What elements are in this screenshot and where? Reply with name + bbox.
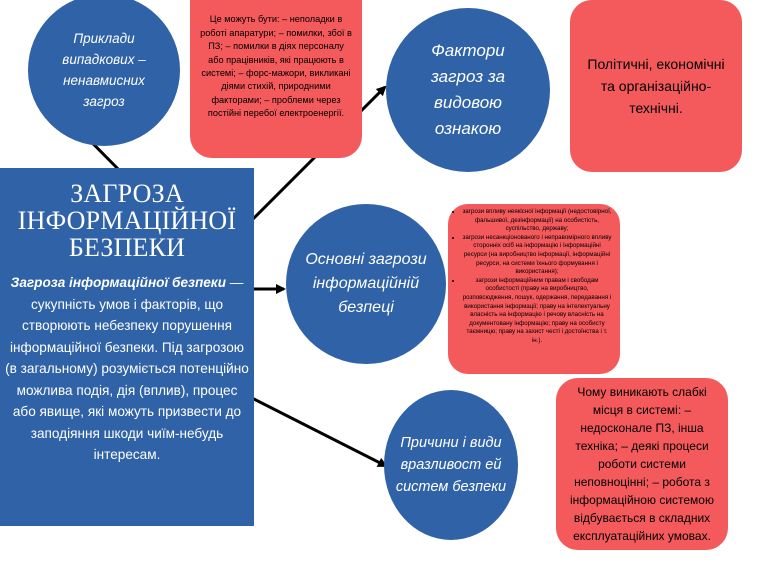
definition-term: Загроза інформаційної безпеки xyxy=(10,275,226,290)
examples-circle-text: Приклади випадкових – ненавмисних загроз xyxy=(62,31,146,109)
factors-box xyxy=(570,0,742,172)
causes-box xyxy=(556,378,728,550)
threats-list xyxy=(452,208,612,346)
causes-circle xyxy=(384,390,518,540)
threat-item: • загрози впливу неякісної інформації (недостовірної, фальшивої, дезінформації) на особистість, суспільство, державу; xyxy=(462,208,612,234)
threat-item: • загрози несанкціонованого і неправомірного впливу сторонніх осіб на інформацію і інформаційні ресурси (на виробництво інформації, інформаційні ресурси, на системи їхнього формування і використання); xyxy=(462,234,612,277)
threats-box xyxy=(448,204,620,374)
factors-circle xyxy=(386,8,550,172)
causes-box-text: Чому виникають слабкі місця в системі: – недосконале ПЗ, інша техніка; – деякі процеси роботи системи неповноцінні; – робота з інформаційною системою відбувається в складних експлуатаційних умовах. xyxy=(570,385,714,543)
examples-box-text: Це можуть бути: – неполадки в роботі апаратури; – помилки, збої в ПЗ; – помилки в діях персоналу або працівників, які працюють в системі; – форс-мажори, викликані діями стихій, природними факторами; – проблеми через постійні перебої електроенергії. xyxy=(200,14,352,119)
main-definition-panel xyxy=(0,168,254,526)
examples-circle xyxy=(28,0,180,146)
factors-circle-text: Фактори загроз за видовою ознакою xyxy=(430,41,506,138)
threat-item: • загрози інформаційним правам і свободам особистості (праву на виробництво, розповсюдження, пошук, одержання, передавання і використання інформації; праву на інтелектуальну власність на інформацію і речову власність на документовану інформацію; праву на особисту таємницю; праву на захист честі і достоїнства і т. ін.). xyxy=(462,277,612,346)
causes-circle-text: Причини і види вразливост ей систем безпеки xyxy=(395,435,507,495)
factors-box-text: Політичні, економічні та організаційно-технічні. xyxy=(587,56,725,116)
threats-circle-text: Основні загрози інформаційній безпеці xyxy=(305,251,427,316)
examples-box xyxy=(190,0,362,158)
arrow-to-causes xyxy=(252,398,386,466)
main-definition xyxy=(4,272,250,466)
main-title: ЗАГРОЗА ІНФОРМАЦІЙНОЇ БЕЗПЕКИ xyxy=(17,179,237,262)
definition-text: — сукупність умов і факторів, що створюють небезпеку порушення інформаційної безпеки. Під загрозою (в загальному) розуміється потенційно можлива подія, дія (вплив), процес або явище, які можуть призвести до заподіяння шкоди чиїм-небудь інтересам. xyxy=(5,275,249,462)
threats-circle xyxy=(286,204,446,364)
